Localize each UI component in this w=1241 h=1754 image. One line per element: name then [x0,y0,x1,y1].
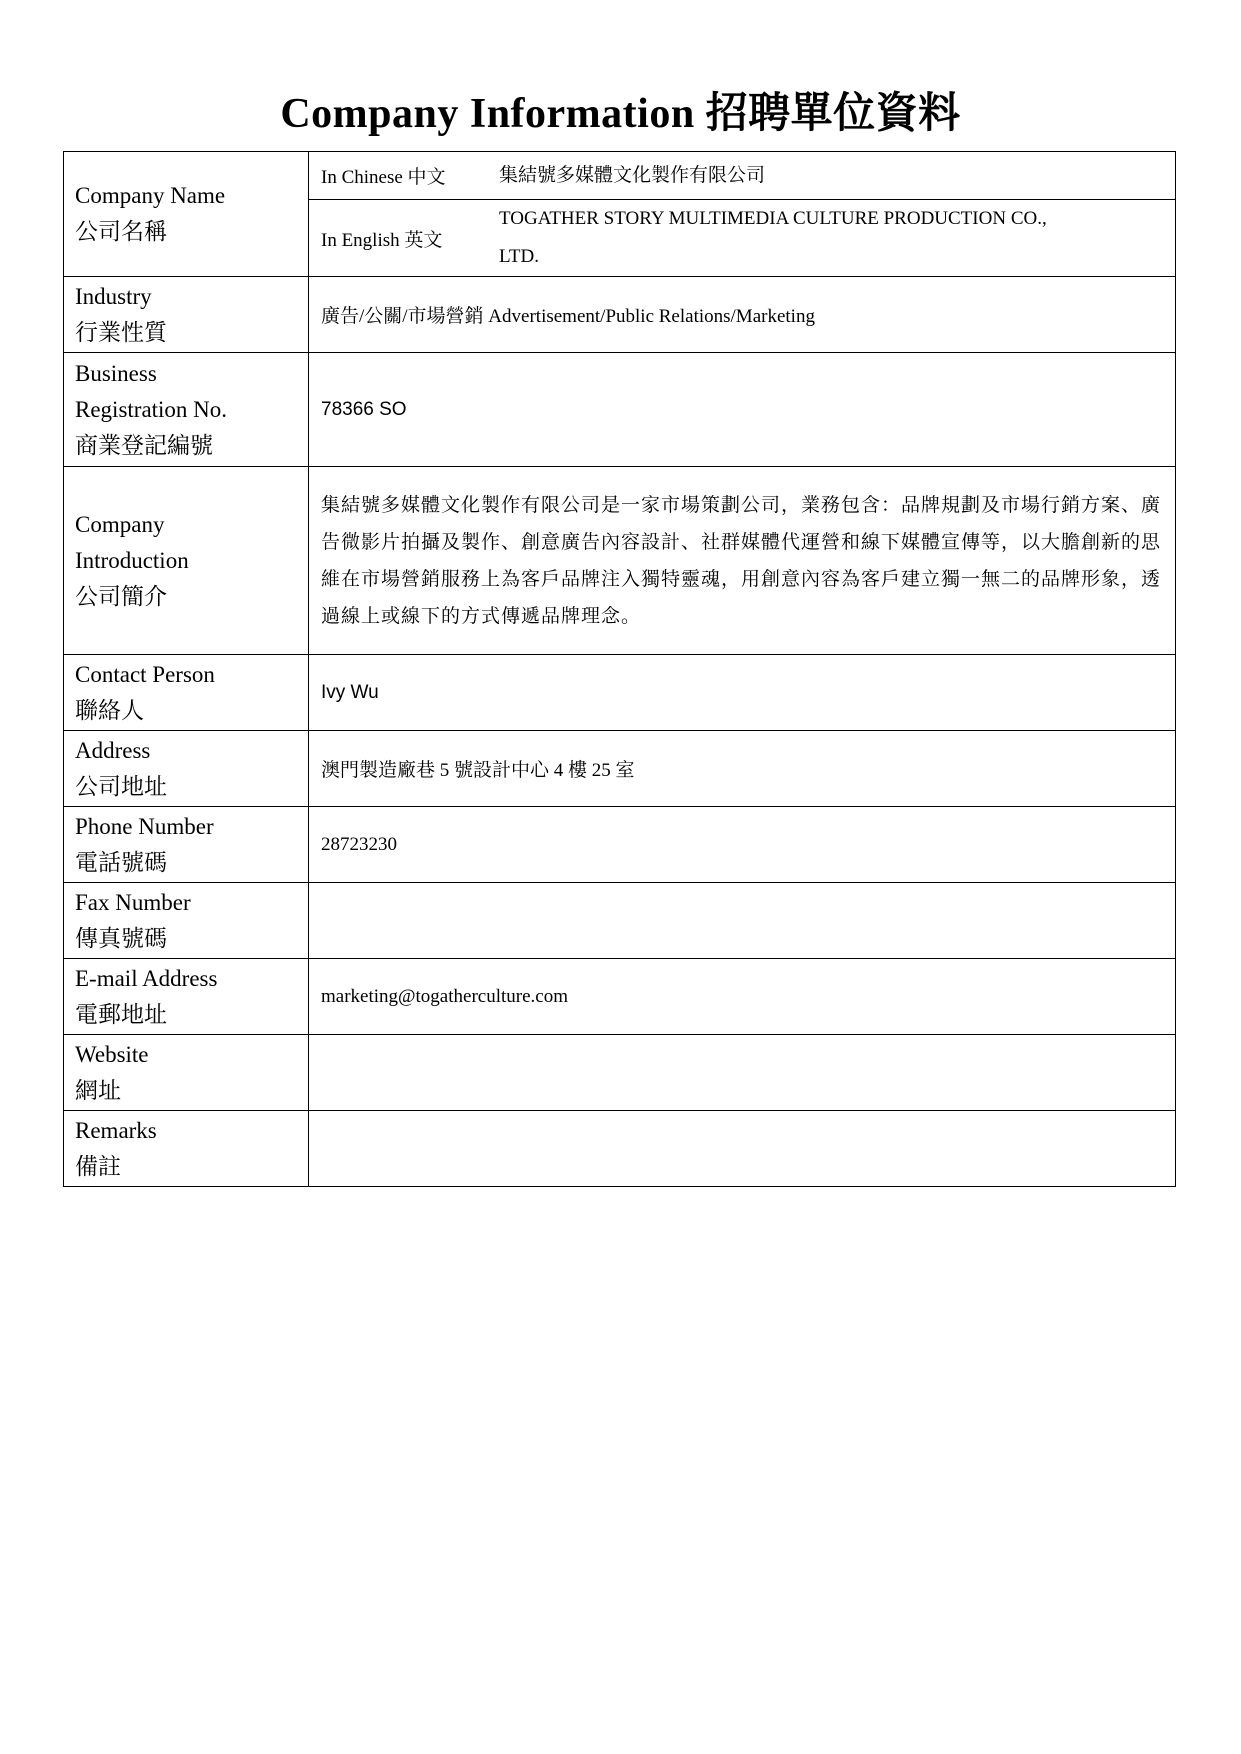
contact-person-row [64,655,1176,731]
fax-label-en: Fax Number [75,889,191,915]
company-introduction-label-zh: 公司簡介 [75,583,167,609]
company-name-chinese: 集結號多媒體文化製作有限公司 [499,164,766,186]
business-registration-label-zh: 商業登記編號 [75,432,213,458]
address-label [64,731,309,807]
fax-value [309,883,1176,959]
business-registration-label-en-2: Registration No. [75,396,228,422]
company-name-english-cell [309,200,1176,277]
chinese-tag: In Chinese 中文 [321,167,446,188]
website-label-en: Website [75,1041,149,1067]
address-value: 澳門製造廠巷 5 號設計中心 4 樓 25 室 [309,731,1176,807]
remarks-label [64,1111,309,1187]
industry-label [64,277,309,353]
remarks-value [309,1111,1176,1187]
industry-row [64,277,1176,353]
fax-label [64,883,309,959]
phone-label-en: Phone Number [75,813,214,839]
phone-row [64,807,1176,883]
company-info-table [63,151,1176,1187]
fax-label-zh: 傳真號碼 [75,925,167,951]
contact-person-value: Ivy Wu [309,655,1176,731]
remarks-label-en: Remarks [75,1117,157,1143]
company-name-label [64,152,309,277]
page-title: Company Information 招聘單位資料 [280,91,961,137]
english-tag: In English 英文 [321,229,443,251]
company-name-label-en: Company Name [75,183,226,208]
address-label-en: Address [75,737,151,763]
company-introduction-value: 集結號多媒體文化製作有限公司是一家市場策劃公司，業務包含：品牌規劃及市場行銷方案、廣告微影片拍攝及製作、創意廣告內容設計、社群媒體代運營和線下媒體宣傳等，以大膽創新的思維在市場營銷服務上為客戶品牌注入獨特靈魂，用創意內容為客戶建立獨一無二的品牌形象，透過線上或線下的方式傳遞品牌理念。 [309,467,1176,655]
remarks-label-zh: 備註 [75,1153,121,1179]
contact-person-label-en: Contact Person [75,661,215,687]
business-registration-label-en-1: Business [75,360,157,386]
company-introduction-label-en-1: Company [75,511,165,537]
phone-label-zh: 電話號碼 [75,849,167,875]
company-introduction-label [64,467,309,655]
business-registration-label [64,353,309,467]
website-label-zh: 網址 [75,1077,121,1103]
contact-person-label-zh: 聯絡人 [75,697,144,723]
email-label [64,959,309,1035]
email-label-zh: 電郵地址 [75,1001,167,1027]
industry-value: 廣告/公關/市場營銷 Advertisement/Public Relations/Marketing [309,277,1176,353]
website-value [309,1035,1176,1111]
business-registration-row [64,353,1176,467]
company-introduction-row [64,467,1176,655]
company-name-label-zh: 公司名稱 [75,219,167,244]
industry-label-en: Industry [75,283,152,309]
website-row [64,1035,1176,1111]
fax-row [64,883,1176,959]
address-label-zh: 公司地址 [75,773,167,799]
email-row [64,959,1176,1035]
address-row [64,731,1176,807]
company-name-row-chinese [64,152,1176,200]
email-value: marketing@togatherculture.com [309,959,1176,1035]
company-introduction-label-en-2: Introduction [75,547,189,573]
phone-value: 28723230 [309,807,1176,883]
company-name-english: TOGATHER STORY MULTIMEDIA CULTURE PRODUCTION CO., LTD. [499,208,1047,267]
website-label [64,1035,309,1111]
email-label-en: E-mail Address [75,965,218,991]
phone-label [64,807,309,883]
contact-person-label [64,655,309,731]
industry-label-zh: 行業性質 [75,319,167,345]
remarks-row [64,1111,1176,1187]
business-registration-value: 78366 SO [309,353,1176,467]
company-name-chinese-cell [309,152,1176,200]
